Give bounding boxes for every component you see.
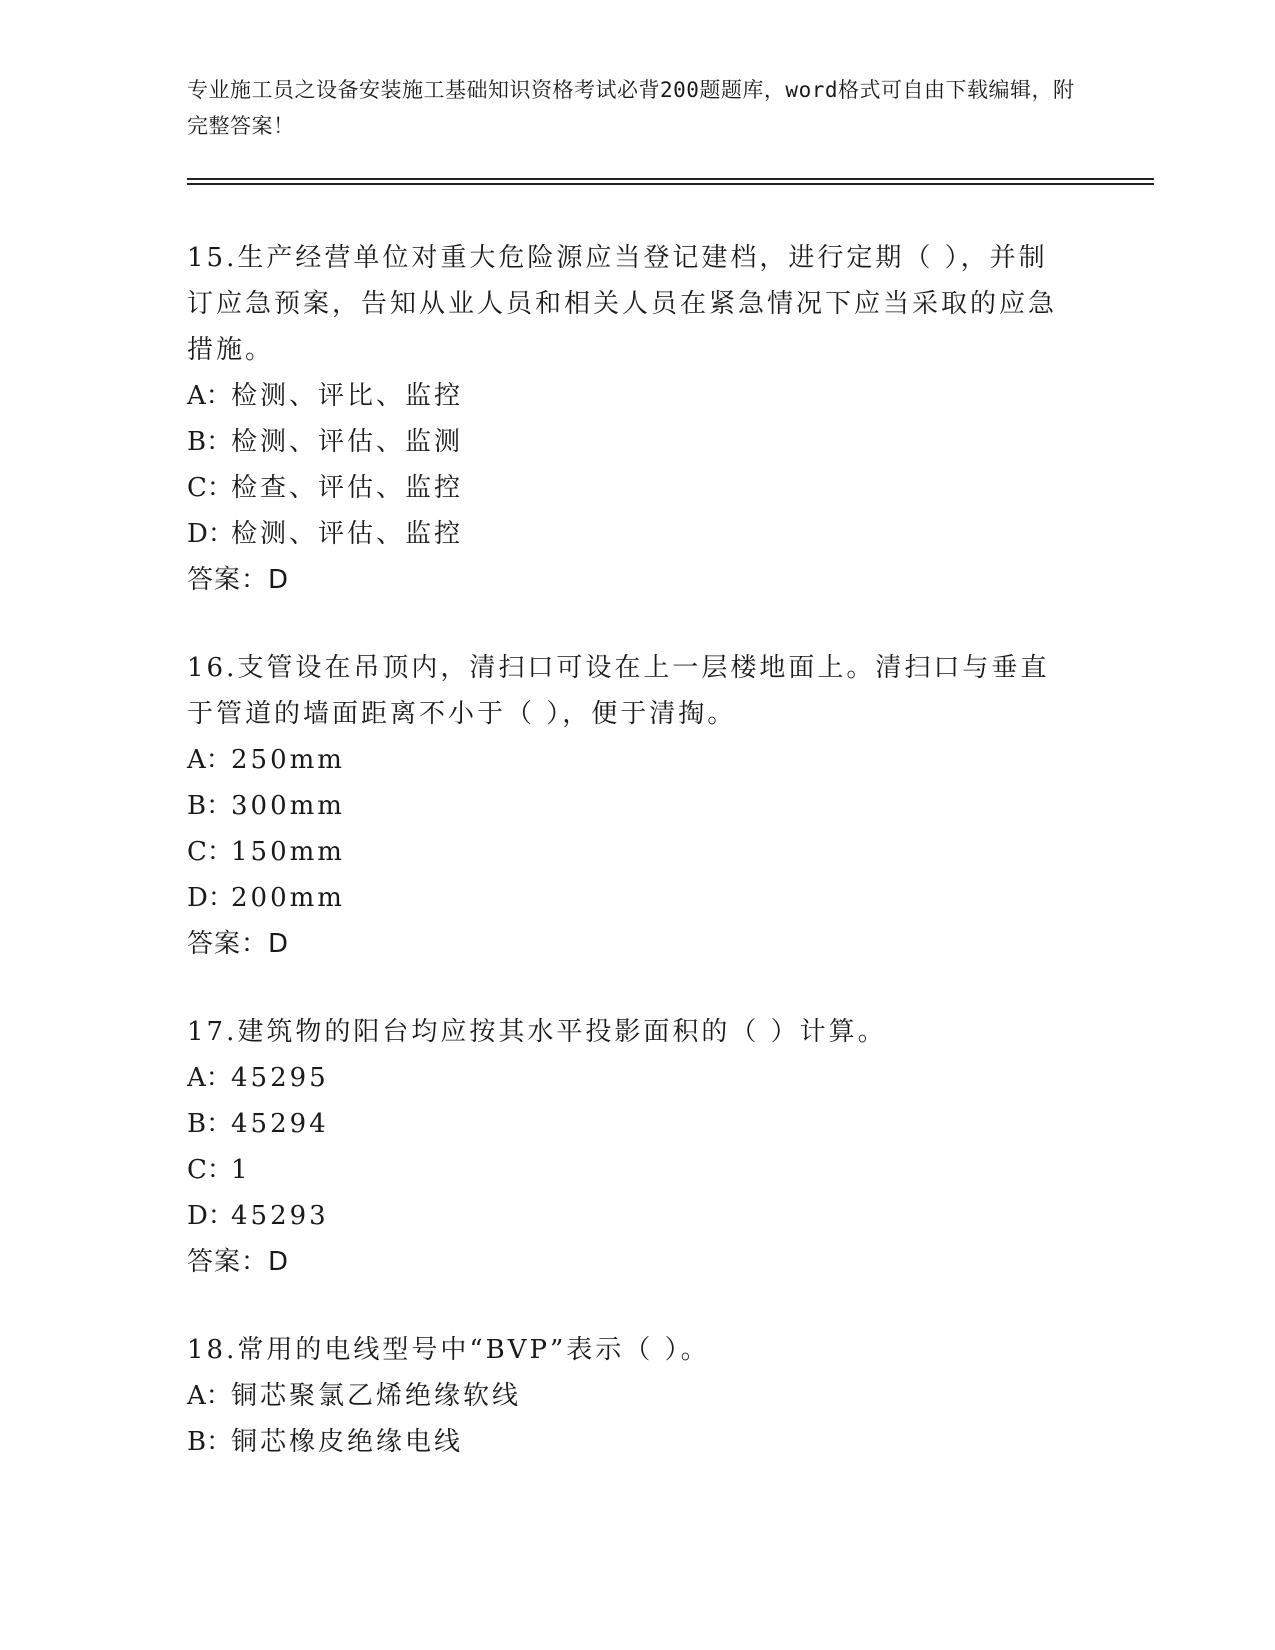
option-text: 铜芯橡皮绝缘电线: [231, 1427, 464, 1457]
answer-line: 答案：D: [187, 929, 290, 959]
option-d: [187, 875, 1157, 921]
answer-line: 答案：D: [187, 565, 290, 595]
option-b: [187, 419, 1157, 465]
option-text: 150mm: [231, 837, 345, 867]
option-letter: C：: [187, 837, 233, 867]
option-c: [187, 1147, 1157, 1193]
option-letter: A：: [187, 381, 232, 411]
question-stem: 18.常用的电线型号中“BVP”表示（ ）。: [187, 1335, 710, 1365]
header-divider: [187, 178, 1154, 185]
option-a: [187, 1373, 1157, 1419]
option-text: 检测、评比、监控: [231, 381, 464, 411]
option-letter: B：: [187, 1427, 233, 1457]
option-text: 1: [231, 1155, 251, 1185]
document-page: [187, 72, 1157, 1465]
question-15: [187, 235, 1157, 603]
option-text: 检查、评估、监控: [231, 473, 464, 503]
option-d: [187, 511, 1157, 557]
answer-line: 答案：D: [187, 1247, 290, 1277]
question-16: [187, 645, 1157, 967]
option-text: 45294: [231, 1109, 329, 1139]
option-letter: C：: [187, 1155, 233, 1185]
option-text: 300mm: [231, 791, 345, 821]
document-header: 专业施工员之设备安装施工基础知识资格考试必背200题题库，word格式可自由下载编辑，附完整答案！: [187, 78, 1075, 138]
question-17: [187, 1009, 1157, 1285]
option-letter: B：: [187, 427, 233, 457]
question-stem: 15.生产经营单位对重大危险源应当登记建档，进行定期（ ），并制订应急预案，告知从业人员和相关人员在紧急情况下应当采取的应急措施。: [187, 243, 1058, 365]
question-stem: 16.支管设在吊顶内，清扫口可设在上一层楼地面上。清扫口与垂直于管道的墙面距离不小于（ ），便于清掏。: [187, 653, 1050, 729]
option-letter: C：: [187, 473, 233, 503]
option-b: [187, 1419, 1157, 1465]
option-letter: D：: [187, 883, 234, 913]
option-letter: A：: [187, 1063, 232, 1093]
option-d: [187, 1193, 1157, 1239]
option-letter: D：: [187, 1201, 234, 1231]
option-text: 45293: [231, 1201, 329, 1231]
option-a: [187, 373, 1157, 419]
option-b: [187, 1101, 1157, 1147]
option-letter: A：: [187, 745, 232, 775]
option-text: 铜芯聚氯乙烯绝缘软线: [231, 1381, 522, 1411]
option-a: [187, 737, 1157, 783]
option-letter: B：: [187, 1109, 233, 1139]
option-letter: B：: [187, 791, 233, 821]
option-b: [187, 783, 1157, 829]
option-letter: A：: [187, 1381, 232, 1411]
option-text: 250mm: [231, 745, 345, 775]
option-text: 200mm: [231, 883, 345, 913]
option-a: [187, 1055, 1157, 1101]
question-18: [187, 1327, 1157, 1465]
option-text: 检测、评估、监控: [231, 519, 464, 549]
option-c: [187, 829, 1157, 875]
option-text: 45295: [231, 1063, 329, 1093]
option-letter: D：: [187, 519, 234, 549]
option-c: [187, 465, 1157, 511]
question-stem: 17.建筑物的阳台均应按其水平投影面积的（ ）计算。: [187, 1017, 887, 1047]
option-text: 检测、评估、监测: [231, 427, 464, 457]
